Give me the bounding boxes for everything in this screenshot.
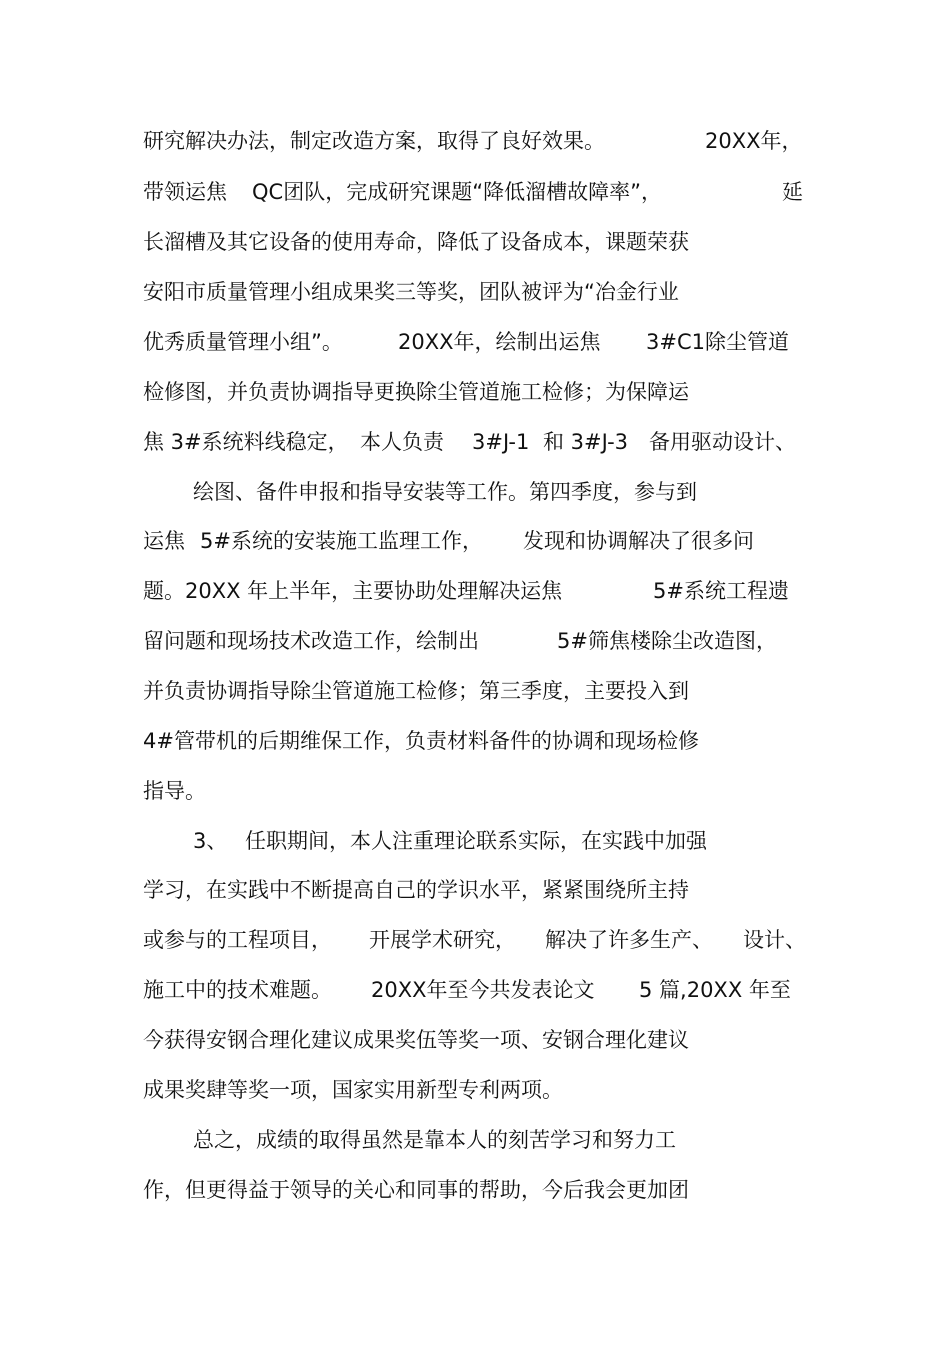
text-segment: 作，但更得益于领导的关心和同事的帮助，今后我会更加团	[143, 1178, 689, 1202]
text-line	[0, 873, 950, 907]
text-segment: 延	[782, 180, 803, 204]
text-segment: 长溜槽及其它设备的使用寿命，降低了设备成本，课题荣获	[143, 230, 689, 254]
text-segment: 3、	[193, 829, 228, 853]
text-line	[0, 1123, 950, 1157]
text-line	[0, 425, 950, 459]
text-segment: 开展学术研究，	[369, 928, 516, 952]
text-segment: 焦 3#系统料线稳定，	[143, 430, 349, 454]
text-segment: 发现和协调解决了很多问	[523, 529, 754, 553]
text-segment: 或参与的工程项目，	[143, 928, 332, 952]
text-segment: 施工中的技术难题。	[143, 978, 332, 1002]
text-line	[0, 524, 950, 558]
text-line	[0, 275, 950, 309]
text-segment: 安阳市质量管理小组成果奖三等奖，团队被评为“冶金行业	[143, 280, 679, 304]
text-line	[0, 973, 950, 1007]
text-segment: 和 3#J-3	[543, 430, 629, 454]
text-line	[0, 674, 950, 708]
text-segment: 成果奖肆等奖一项，国家实用新型专利两项。	[143, 1078, 563, 1102]
text-line	[0, 225, 950, 259]
text-segment: 学习，在实践中不断提高自己的学识水平，紧紧围绕所主持	[143, 878, 689, 902]
text-segment: 绘图、备件申报和指导安装等工作。第四季度，参与到	[193, 480, 697, 504]
text-segment: 题。20XX 年上半年，主要协助处理解决运焦	[143, 579, 563, 603]
text-segment: 3#C1除尘管道	[646, 330, 789, 354]
text-segment: 运焦	[143, 529, 185, 553]
text-line	[0, 1023, 950, 1057]
text-segment: 任职期间，本人注重理论联系实际，在实践中加强	[245, 829, 707, 853]
text-segment: 5#系统的安装施工监理工作，	[200, 529, 483, 553]
text-segment: 解决了许多生产、	[545, 928, 713, 952]
text-segment: 本人负责	[360, 430, 444, 454]
text-line	[0, 325, 950, 359]
text-segment: 备用驱动设计、	[649, 430, 796, 454]
text-segment: 20XX年，	[705, 129, 803, 153]
text-segment: 研究解决办法，制定改造方案，取得了良好效果。	[143, 129, 605, 153]
text-segment: 3#J-1	[472, 430, 530, 454]
text-segment: 检修图，并负责协调指导更换除尘管道施工检修；为保障运	[143, 380, 689, 404]
text-line	[0, 1073, 950, 1107]
text-segment: 5 篇,20XX 年至	[639, 978, 791, 1002]
text-line	[0, 574, 950, 608]
text-line	[0, 175, 950, 209]
text-segment: 优秀质量管理小组”。	[143, 330, 343, 354]
text-line	[0, 124, 950, 158]
text-segment: 4#管带机的后期维保工作，负责材料备件的协调和现场检修	[143, 729, 699, 753]
text-segment: QC团队，完成研究课题“降低溜槽故障率”，	[252, 180, 662, 204]
text-line	[0, 1173, 950, 1207]
text-segment: 留问题和现场技术改造工作，绘制出	[143, 629, 479, 653]
text-segment: 指导。	[143, 779, 206, 803]
text-line	[0, 923, 950, 957]
text-segment: 并负责协调指导除尘管道施工检修；第三季度，主要投入到	[143, 679, 689, 703]
text-segment: 20XX年，绘制出运焦	[398, 330, 601, 354]
text-segment: 20XX年至今共发表论文	[371, 978, 595, 1002]
text-line	[0, 624, 950, 658]
text-line	[0, 475, 950, 509]
text-segment: 设计、	[743, 928, 806, 952]
text-line	[0, 774, 950, 808]
text-line	[0, 375, 950, 409]
text-segment: 5#筛焦楼除尘改造图，	[557, 629, 777, 653]
text-line	[0, 724, 950, 758]
text-segment: 总之，成绩的取得虽然是靠本人的刻苦学习和努力工	[193, 1128, 676, 1152]
text-segment: 5#系统工程遗	[653, 579, 789, 603]
text-segment: 带领运焦	[143, 180, 227, 204]
text-segment: 今获得安钢合理化建议成果奖伍等奖一项、安钢合理化建议	[143, 1028, 689, 1052]
text-line	[0, 824, 950, 858]
